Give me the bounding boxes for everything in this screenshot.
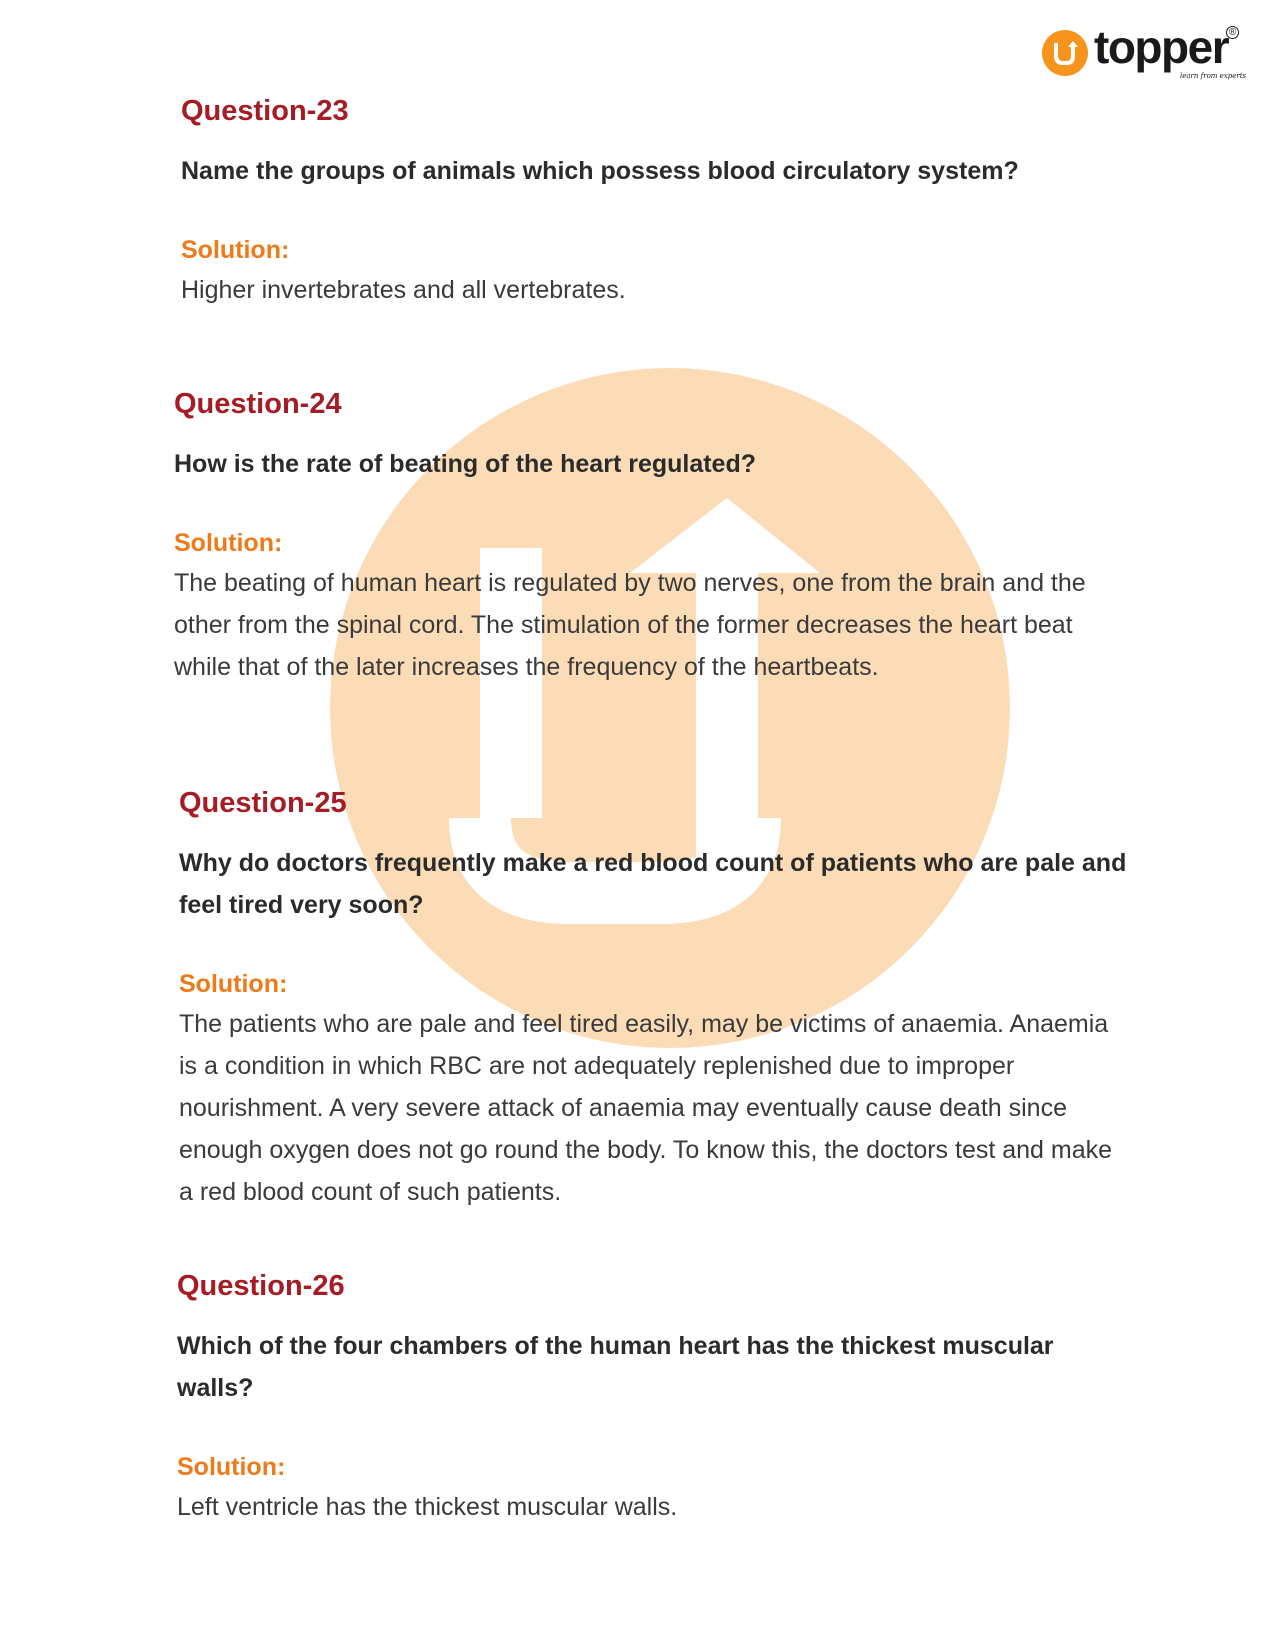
solution-label: Solution:	[181, 236, 290, 264]
logo-tagline: learn from experts	[1180, 72, 1247, 80]
topper-logo	[1042, 21, 1247, 92]
question-text: Name the groups of animals which possess blood circulatory system?	[181, 157, 1019, 185]
solution-label: Solution:	[177, 1453, 286, 1481]
question-text: How is the rate of beating of the heart regulated?	[174, 450, 757, 478]
solution-text: Left ventricle has the thickest muscular walls.	[177, 1493, 678, 1521]
solution-text: The patients who are pale and feel tired easily, may be victims of anaemia. Anaemia is a condition in which RBC are not adequately replenished due to improper nourishment. A very severe attack of anaemia may eventually cause death since enough oxygen does not go round the body. To know this, the doctors test and make a red blood count of such patients.	[179, 1010, 1113, 1206]
question-block-24	[174, 390, 1124, 688]
question-title: Question-23	[181, 95, 349, 127]
logo-wordmark: topper	[1094, 21, 1229, 73]
solution-text: The beating of human heart is regulated by two nerves, one from the brain and the other from the spinal cord. The stimulation of the former decreases the heart beat while that of the later increases the frequency of the heartbeats.	[174, 569, 1086, 681]
question-block-25	[179, 789, 1129, 1213]
toppr-u-icon	[1042, 30, 1088, 76]
question-title: Question-25	[179, 787, 347, 819]
solution-label: Solution:	[174, 529, 283, 557]
question-title: Question-26	[177, 1270, 345, 1302]
registered-mark: ®	[1226, 26, 1239, 39]
solution-text: Higher invertebrates and all vertebrates.	[181, 276, 626, 304]
question-text: Why do doctors frequently make a red blood count of patients who are pale and feel tired very soon?	[179, 849, 1127, 919]
question-title: Question-24	[174, 388, 342, 420]
question-block-23	[181, 97, 1131, 311]
solution-label: Solution:	[179, 970, 288, 998]
question-block-26	[177, 1272, 1127, 1528]
question-text: Which of the four chambers of the human heart has the thickest muscular walls?	[177, 1332, 1054, 1402]
